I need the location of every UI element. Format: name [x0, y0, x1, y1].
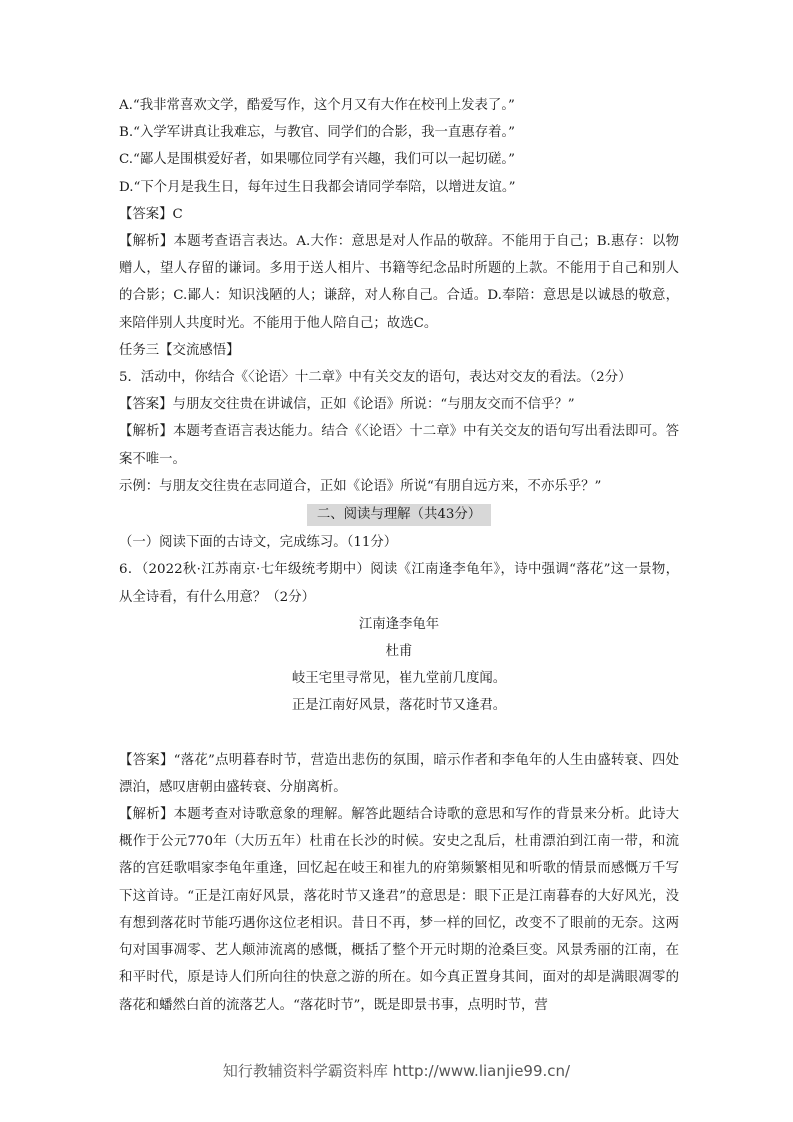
q5-answer: 【答案】与朋友交往贵在讲诚信，正如《论语》所说：“与朋友交而不信乎？” — [119, 397, 575, 413]
q5-analysis: 【解析】本题考查语言表达能力。结合《〈论语〉十二章》中有关交友的语句写出看法即可。答案不唯一。 — [119, 424, 679, 467]
q5-example: 示例：与朋友交往贵在志同道合，正如《论语》所说“有朋自远方来，不亦乐乎？” — [119, 478, 602, 494]
poem-title: 江南逢李龟年 — [358, 616, 440, 632]
q4-answer: 【答案】C — [119, 206, 183, 222]
sub-section-heading: （一）阅读下面的古诗文，完成练习。（11分） — [119, 535, 398, 551]
option-a: A.“我非常喜欢文学，酷爱写作，这个月又有大作在校刊上发表了。” — [119, 98, 515, 113]
task3-heading: 任务三【交流感悟】 — [119, 342, 240, 358]
poem-author: 杜甫 — [385, 644, 413, 660]
blank-line — [119, 720, 679, 747]
section-title-wrapper — [119, 501, 679, 528]
q6-analysis: 【解析】本题考查对诗歌意象的理解。解答此题结合诗歌的意思和写作的背景来分析。此诗大概作于公元770年（大历五年）杜甫在长沙的时候。安史之乱后，杜甫漂泊到江南一带，和流落的宫廷歌唱家李龟年重逢，回忆起在岐王和崔九的府第频繁相见和听歌的情景而感慨万千写下这首诗。“正是江南好风景，落花时节又逢君”的意思是：眼下正是江南暮春的大好风光，没有想到落花时节能巧遇你这位老相识。昔日不再，梦一样的回忆，改变不了眼前的无奈。这两句对国事凋零、艺人颠沛流离的感慨，概括了整个开元时期的沧桑巨变。风景秀丽的江南，在和平时代，原是诗人们所向往的快意之游的所在。如今真正置身其间，面对的却是满眼凋零的落花和蟠然白首的流落艺人。“落花时节”，既是即景书事，点明时节，营 — [119, 807, 679, 1013]
q4-analysis: 【解析】本题考查语言表达。A.大作：意思是对人作品的敬辞。不能用于自己；B.惠存：以物赠人，望人存留的谦词。多用于送人相片、书籍等纪念品时所题的上款。不能用于自己和别人的合影；C.鄙人：知识浅陋的人；谦辞，对人称自己。合适。D.奉陪：意思是以诚恳的敬意，来陪伴别人共度时光。不能用于他人陪自己；故选C。 — [119, 234, 679, 331]
option-c: C.“鄙人是围棋爱好者，如果哪位同学有兴趣，我们可以一起切磋。” — [119, 152, 515, 168]
option-d: D.“下个月是我生日，每年过生日我都会请同学奉陪，以增进友谊。” — [119, 179, 516, 195]
poem — [119, 611, 679, 720]
section-title: 二、阅读与理解（共43分） — [307, 504, 491, 526]
document-body — [119, 92, 679, 1019]
q5-question: 5．活动中，你结合《〈论语〉十二章》中有关交友的语句，表达对交友的看法。（2分） — [119, 370, 632, 386]
q6-question: 6．（2022秋·江苏南京·七年级统考期中）阅读《江南逢李龟年》，诗中强调“落花”这一景物，从全诗看，有什么用意？（2分） — [119, 562, 679, 605]
q6-answer: 【答案】“落花”点明暮春时节，营造出悲伤的氛围，暗示作者和李龟年的人生由盛转衰、四处漂泊，感叹唐朝由盛转衰、分崩离析。 — [119, 752, 679, 795]
poem-line: 岐王宅里寻常见，崔九堂前几度闻。 — [291, 671, 507, 687]
footer-watermark: 知行教辅资料学霸资料库 http://www.lianjie99.cn/ — [222, 1062, 571, 1080]
option-b: B.“入学军讲真让我难忘，与教官、同学们的合影，我一直惠存着。” — [119, 125, 516, 141]
poem-line: 正是江南好风景，落花时节又逢君。 — [291, 698, 507, 714]
